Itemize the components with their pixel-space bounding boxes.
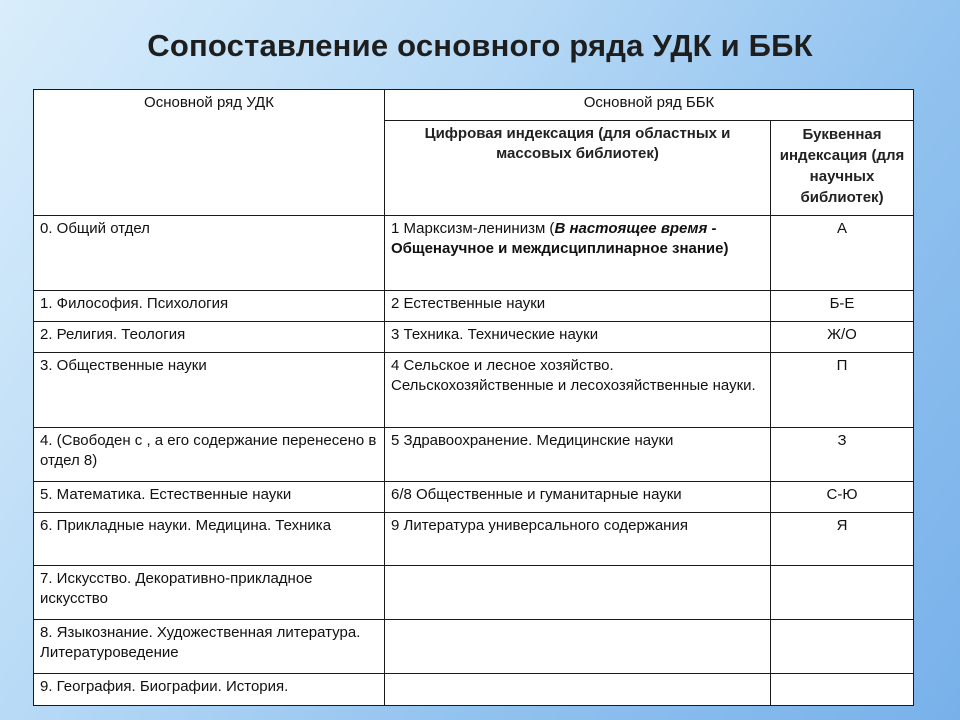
bbk-cell [385, 216, 771, 291]
bbk-cell [385, 620, 771, 674]
letter-cell [771, 674, 914, 706]
udk-cell: 3. Общественные науки [34, 353, 385, 428]
bbk-cell [385, 566, 771, 620]
letter-cell: С-Ю [771, 482, 914, 513]
comparison-table [33, 89, 914, 706]
bbk-cell: 6/8 Общественные и гуманитарные науки [385, 482, 771, 513]
letter-cell: П [771, 353, 914, 428]
bbk-cell [385, 674, 771, 706]
bbk-cell: 2 Естественные науки [385, 291, 771, 322]
udk-cell: 5. Математика. Естественные науки [34, 482, 385, 513]
bbk-cell: 4 Сельское и лесное хозяйство. Сельскохозяйственные и лесохозяйственные науки. [385, 353, 771, 428]
table-row [34, 353, 914, 428]
bbk-bold-note: Общенаучное и междисциплинарное знание) [391, 240, 729, 257]
bbk-cell: 9 Литература универсального содержания [385, 513, 771, 566]
slide-title: Сопоставление основного ряда УДК и ББК [147, 28, 813, 63]
table-row [34, 674, 914, 706]
header-digital-indexing: Цифровая индексация (для областных и массовых библиотек) [385, 121, 771, 216]
bbk-cell: 5 Здравоохранение. Медицинские науки [385, 428, 771, 482]
udk-cell: 0. Общий отдел [34, 216, 385, 291]
table-row [34, 428, 914, 482]
udk-cell: 2. Религия. Теология [34, 322, 385, 353]
udk-cell: 7. Искусство. Декоративно-прикладное искусство [34, 566, 385, 620]
table-row [34, 482, 914, 513]
table-row [34, 620, 914, 674]
table-row [34, 566, 914, 620]
letter-cell: А [771, 216, 914, 291]
table-row [34, 291, 914, 322]
letter-cell: Б-Е [771, 291, 914, 322]
letter-cell [771, 566, 914, 620]
udk-cell: 4. (Свободен с , а его содержание перенесено в отдел 8) [34, 428, 385, 482]
bbk-italic-note: В настоящее время - [554, 220, 717, 237]
bbk-text: 1 Марксизм-ленинизм ( [391, 220, 555, 237]
letter-cell: З [771, 428, 914, 482]
table-row [34, 513, 914, 566]
letter-cell: Я [771, 513, 914, 566]
bbk-cell: 3 Техника. Технические науки [385, 322, 771, 353]
udk-cell: 9. География. Биографии. История. [34, 674, 385, 706]
table-row [34, 216, 914, 291]
udk-cell: 6. Прикладные науки. Медицина. Техника [34, 513, 385, 566]
table-row [34, 322, 914, 353]
udk-cell: 8. Языкознание. Художественная литература. Литературоведение [34, 620, 385, 674]
header-letter-indexing: Буквенная индексация (для научных библиотек) [771, 121, 914, 216]
table-header-row [34, 90, 914, 121]
letter-cell: Ж/О [771, 322, 914, 353]
udk-cell: 1. Философия. Психология [34, 291, 385, 322]
header-udk: Основной ряд УДК [34, 90, 385, 216]
header-bbk: Основной ряд ББК [385, 90, 914, 121]
letter-cell [771, 620, 914, 674]
